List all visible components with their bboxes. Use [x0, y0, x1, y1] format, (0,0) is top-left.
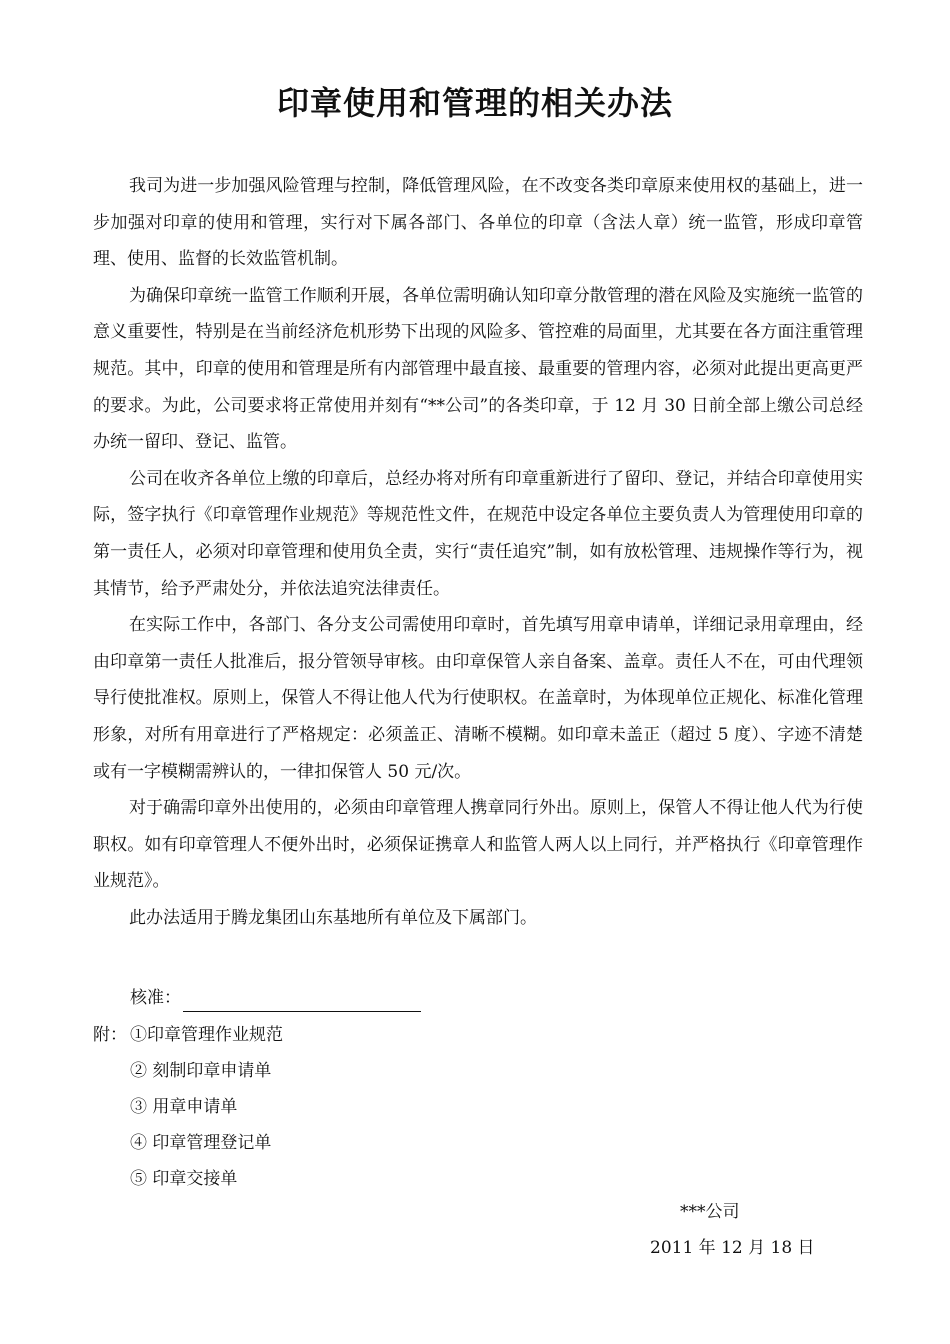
attachment-item: ④ 印章管理登记单 — [130, 1133, 272, 1153]
attachment-item: ⑤ 印章交接单 — [130, 1169, 238, 1189]
attachment-row-first — [93, 1017, 283, 1053]
document-body — [93, 168, 863, 936]
attachments-list — [93, 1017, 283, 1197]
issue-date: 2011 年 12 月 18 日 — [650, 1238, 815, 1258]
paragraph-supervision: 为确保印章统一监管工作顺利开展，各单位需明确认知印章分散管理的潜在风险及实施统一监管的意义重要性，特别是在当前经济危机形势下出现的风险多、管控难的局面里，尤其要在各方面注重管理规范。其中，印章的使用和管理是所有内部管理中最直接、最重要的管理内容，必须对此提出更高更严的要求。为此，公司要求将正常使用并刻有“**公司”的各类印章，于 12 月 30 日前全部上缴公司总经办统一留印、登记、监管。 — [93, 285, 863, 453]
paragraph-intro: 我司为进一步加强风险管理与控制，降低管理风险，在不改变各类印章原来使用权的基础上，进一步加强对印章的使用和管理，实行对下属各部门、各单位的印章（含法人章）统一监管，形成印章管理、使用、监督的长效监管机制。 — [93, 176, 863, 270]
attachment-item: ①印章管理作业规范 — [130, 1025, 283, 1045]
approval-signature-blank — [183, 989, 421, 1012]
attachment-item: ② 刻制印章申请单 — [130, 1061, 272, 1081]
issuer-company: ***公司 — [680, 1202, 740, 1222]
attachments-label: 附： — [93, 1025, 127, 1045]
approval-label: 核准： — [130, 988, 181, 1008]
attachment-item: ③ 用章申请单 — [130, 1097, 238, 1117]
paragraph-scope: 此办法适用于腾龙集团山东基地所有单位及下属部门。 — [129, 907, 537, 928]
paragraph-usage-procedure: 在实际工作中，各部门、各分支公司需使用印章时，首先填写用章申请单，详细记录用章理由，经由印章第一责任人批准后，报分管领导审核。由印章保管人亲自备案、盖章。责任人不在，可由代理领导行使批准权。原则上，保管人不得让他人代为行使职权。在盖章时，为体现单位正规化、标准化管理形象，对所有用章进行了严格规定：必须盖正、清晰不模糊。如印章未盖正（超过 5 度）、字迹不清楚或有一字模糊需辨认的，一律扣保管人 50 元/次。 — [93, 615, 863, 782]
approval-line — [130, 984, 421, 1012]
paragraph-external-use: 对于确需印章外出使用的，必须由印章管理人携章同行外出。原则上，保管人不得让他人代为行使职权。如有印章管理人不便外出时，必须保证携章人和监管人两人以上同行，并严格执行《印章管理作业规范》。 — [93, 798, 863, 892]
document-title: 印章使用和管理的相关办法 — [276, 84, 673, 122]
paragraph-registration: 公司在收齐各单位上缴的印章后，总经办将对所有印章重新进行了留印、登记，并结合印章使用实际，签字执行《印章管理作业规范》等规范性文件，在规范中设定各单位主要负责人为管理使用印章的第一责任人，必须对印章管理和使用负全责，实行“责任追究”制，如有放松管理、违规操作等行为，视其情节，给予严肃处分，并依法追究法律责任。 — [93, 468, 863, 599]
